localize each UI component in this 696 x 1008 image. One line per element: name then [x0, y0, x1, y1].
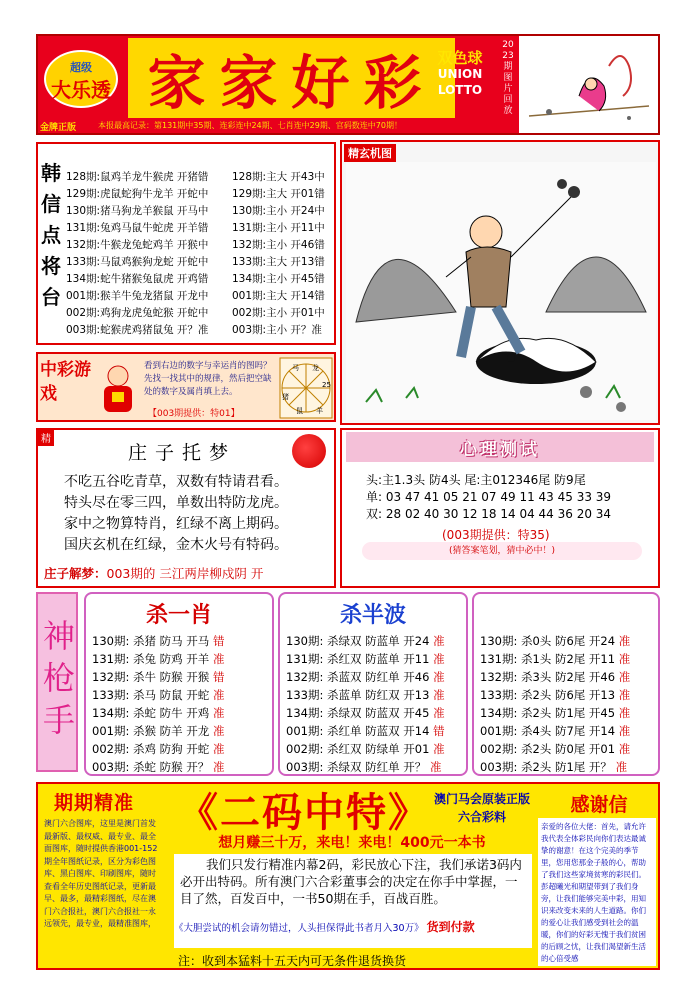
hanxin-row: 001期:猴羊牛兔龙猪鼠 开龙中 [66, 290, 209, 302]
hanxin-row: 002期:鸡狗龙虎兔蛇猴 开蛇中 [66, 307, 209, 319]
row-mark: 准 [433, 634, 445, 648]
super-lotto-logo [44, 50, 118, 108]
original-data-label: 澳门马会原装正版六合彩料 [434, 792, 531, 824]
sharpshooter-text: 神枪手 [38, 619, 76, 745]
prediction-row [92, 740, 224, 758]
row-mark: 准 [618, 706, 631, 720]
bottom-advert-section [36, 782, 660, 970]
prediction-row [286, 632, 445, 650]
row-text: 132期: 杀蓝双 防红单 开46 [286, 670, 430, 684]
row-text: 131期: 杀1头 防2尾 开11 [480, 652, 616, 666]
prediction-row [480, 740, 630, 758]
issue-label: 2023期图片回放 [502, 40, 514, 116]
poem-line: 家中之物算特肖，红绿不离上期码。 [64, 516, 288, 532]
prediction-row [92, 632, 224, 650]
header-banner [36, 34, 660, 135]
row-mark: 准 [433, 742, 445, 756]
prediction-row [286, 686, 445, 704]
hanxin-title: 韩信点将台 [41, 161, 61, 309]
game-section [36, 352, 336, 422]
game-instructions: 看到右边的数字与幸运肖的图吗？先找一找其中的规律，然后把空缺处的数字及属肖填上去。 [144, 361, 272, 397]
gallery-description: 澳门六合图库，这里是澳门首发最新版、最权威、最专业、最全面图库，随时提供香港001-152期全年图纸记录，区分为彩色图库、黑白图库、印刷图库，随时查看全年历史图纸记录，更新最早、最多，最精彩图纸，尽在澳门六合报社，澳门六合报社一永远领先，最专业，最精准图库， [44, 819, 158, 928]
psych-line: 头:主1.3头 防4头 尾:主012346尾 防9尾 [366, 473, 586, 487]
row-mark: 准 [433, 670, 445, 684]
return-policy-note: 注：收到本猛料十五天内可无条件退货换货 [178, 954, 407, 968]
hanxin-size-row: 131期:主小 开11中 [232, 222, 325, 234]
kill-half-wave-column [278, 592, 468, 776]
cartoon-drawing [519, 36, 658, 133]
row-mark: 准 [212, 724, 225, 738]
row-text: 133期: 杀蓝单 防红双 开13 [286, 688, 430, 702]
row-mark: 准 [618, 670, 631, 684]
prediction-row [480, 704, 630, 722]
prediction-row [480, 668, 630, 686]
hanxin-row: 129期:虎鼠蛇狗牛龙羊 开蛇中 [66, 188, 209, 200]
row-text: 001期: 杀4头 防7尾 开14 [480, 724, 616, 738]
wheel-label: 鼠 [296, 407, 303, 415]
row-mark: 错 [212, 670, 225, 684]
row-mark: 准 [618, 742, 631, 756]
row-mark: 准 [433, 706, 445, 720]
prediction-row [480, 686, 630, 704]
zhuangzi-title: 庄子托梦 [128, 442, 237, 464]
psych-test-section [340, 428, 660, 588]
row-mark: 错 [212, 634, 225, 648]
row-mark: 准 [212, 742, 225, 756]
poem-line: 特头尽在零三四，单数出特防龙虎。 [64, 495, 288, 511]
poem-line: 不吃五谷吃青草，双数有特请君看。 [64, 474, 288, 490]
hanxin-size-row: 003期:主小 开？准 [232, 324, 322, 336]
hanxin-size-row: 130期:主小 开24中 [232, 205, 325, 217]
hanxin-row: 132期:牛猴龙兔蛇鸡羊 开猴中 [66, 239, 209, 251]
wheel-label: 龙 [312, 364, 319, 372]
hanxin-size-row: 001期:主大 开14错 [232, 290, 325, 302]
header-notice: 本报最高记录：第131期中35期、连彩连中24期、七肖连中29期、官码数连中70期！ [98, 121, 402, 130]
row-text: 131期: 杀红双 防蓝单 开11 [286, 652, 430, 666]
hanxin-size-row: 132期:主小 开46错 [232, 239, 325, 251]
row-mark: 准 [212, 688, 225, 702]
row-mark: 准 [433, 652, 445, 666]
dream-label: 庄子解梦： [44, 566, 107, 581]
row-text: 130期: 杀猪 防马 开马 [92, 634, 210, 648]
hanxin-size-row: 002期:主小 开01中 [232, 307, 325, 319]
row-mark: 准 [429, 760, 442, 774]
wheel-label: 猪 [282, 393, 289, 401]
hanxin-row: 128期:鼠鸡羊龙牛猴虎 开猪错 [66, 171, 209, 183]
psych-provide: (003期提供：特35) [442, 528, 550, 542]
thank-you-letter [538, 818, 656, 966]
gold-label: 金牌正版 [40, 123, 77, 133]
row-text: 003期: 杀蛇 防猴 开？ [92, 760, 210, 774]
hanxin-row: 133期:马鼠鸡猴狗龙蛇 开蛇中 [66, 256, 209, 268]
wheel-label: 25 [322, 381, 331, 389]
prediction-row [480, 758, 627, 776]
two-code-text: 我们只发行精准内幕2码，彩民放心下注，我们承诺3码内必开出特码。所有澳门六合彩董事会的决定在你手中掌握，一目了然，百发百中，一书50期在手，百战百胜。 [180, 857, 522, 906]
dream-value: 003期的 三江两岸柳戍阴 开 [106, 566, 264, 581]
kill-one-zodiac-column [84, 592, 274, 776]
column-title: 杀半波 [339, 603, 406, 628]
zhuangzi-tag: 精 [38, 430, 54, 446]
row-text: 132期: 杀牛 防猴 开猴 [92, 670, 210, 684]
row-text: 132期: 杀3头 防2尾 开46 [480, 670, 616, 684]
prediction-row [286, 740, 445, 758]
zhuangzi-section [36, 428, 336, 588]
row-text: 002期: 杀红双 防绿单 开01 [286, 742, 430, 756]
two-code-title: 《二码中特》 [178, 789, 430, 836]
puzzle-tag: 精玄机图 [344, 144, 396, 162]
guarantee-strip [174, 918, 532, 935]
row-mark: 准 [618, 688, 631, 702]
row-text: 001期: 杀红单 防蓝双 开14 [286, 724, 430, 738]
row-text: 003期: 杀2头 防1尾 开？ [480, 760, 612, 774]
earn-slogan: 想月赚三十万，来电！来电！400元一本书 [218, 835, 486, 851]
prediction-row [92, 650, 224, 668]
prediction-row [92, 722, 224, 740]
column-title: 杀一肖 [145, 603, 212, 628]
fortune-god-icon [98, 362, 138, 416]
row-text: 002期: 杀2头 防0尾 开01 [480, 742, 616, 756]
row-text: 134期: 杀2头 防1尾 开45 [480, 706, 616, 720]
row-mark: 准 [433, 688, 445, 702]
accuracy-title: 期期精准 [54, 792, 135, 814]
psych-test-title: 心理测试 [460, 439, 540, 460]
row-text: 134期: 杀蛇 防牛 开鸡 [92, 706, 210, 720]
hanxin-size-row: 133期:主大 开13错 [232, 256, 325, 268]
game-provide: 【003期提供：特01】 [148, 409, 240, 419]
guarantee-text: 《大胆尝试的机会请勿错过，人头担保得此书者月入30万》 [174, 923, 424, 934]
hanxin-size-row: 134期:主小 开45错 [232, 273, 325, 285]
thank-you-text: 亲爱的各位大佬：首先，请允许我代表全体彩民向你们表达最诚挚的谢意！在这个完美的季节里，您用您那金子般的心，帮助了我们这些家境贫寒的彩民们。彭超曦光和期望带到了我们身旁，让我们能够完美中彩，用知识来改变未来的人生道路。你们的爱心让我们感受到社会的温暖，你们的好彩无愧于我们贫困的后顾之忧，让我们渴望新生活的心倍受感 [541, 822, 646, 963]
game-tag: 中彩游戏 [40, 360, 91, 404]
sharpshooter-section [36, 592, 660, 776]
psych-hint-bar: (猜答案笔划，猜中必中！) [362, 542, 642, 560]
row-mark: 错 [433, 724, 445, 738]
row-text: 133期: 杀2头 防6尾 开13 [480, 688, 616, 702]
prediction-row [286, 668, 445, 686]
row-mark: 准 [212, 706, 225, 720]
row-text: 133期: 杀马 防鼠 开蛇 [92, 688, 210, 702]
row-text: 131期: 杀兔 防鸡 开羊 [92, 652, 210, 666]
kill-head-column [472, 592, 660, 776]
union-lotto-logo [432, 50, 488, 110]
wheel-label: 羊 [316, 407, 323, 415]
logo-top-text: 超级 [70, 61, 92, 74]
row-text: 001期: 杀猴 防羊 开龙 [92, 724, 210, 738]
hanxin-row: 131期:兔鸡马鼠牛蛇虎 开羊错 [66, 222, 209, 234]
prediction-row [92, 758, 224, 776]
prediction-row [286, 758, 441, 776]
sun-icon [292, 434, 326, 468]
prediction-row [92, 686, 224, 704]
poem-line: 国庆玄机在红绿，金木火号有特码。 [64, 537, 288, 553]
union-logo-bottom: UNION LOTTO [437, 67, 483, 97]
hanxin-row: 134期:蛇牛猪猴兔鼠虎 开鸡错 [66, 273, 209, 285]
thank-you-title: 感谢信 [570, 794, 628, 816]
psych-line: 单: 03 47 41 05 21 07 49 11 43 45 33 39 [366, 490, 612, 504]
row-text: 130期: 杀0头 防6尾 开24 [480, 634, 616, 648]
union-logo-top: 双色球 [437, 49, 483, 67]
row-mark: 准 [618, 724, 631, 738]
hanxin-size-row: 129期:主大 开01错 [232, 188, 325, 200]
hanxin-row: 003期:蛇猴虎鸡猪鼠兔 开？准 [66, 324, 209, 336]
row-text: 003期: 杀绿双 防红单 开？ [286, 760, 427, 774]
sharpshooter-label [36, 592, 78, 772]
hanxin-section [36, 142, 336, 345]
puzzle-drawing [346, 162, 656, 420]
row-mark: 准 [212, 760, 225, 774]
prediction-row [480, 632, 630, 650]
page-title: 家家好彩 [128, 38, 455, 118]
prediction-row [92, 704, 224, 722]
row-mark: 准 [618, 634, 631, 648]
psych-test-header [346, 432, 654, 462]
cartoon-image [519, 36, 658, 133]
prediction-row [286, 722, 445, 740]
logo-main-text: 大乐透 [51, 78, 111, 102]
prediction-row [92, 668, 224, 686]
puzzle-image-section [340, 140, 660, 425]
row-mark: 准 [615, 760, 628, 774]
prediction-row [286, 704, 445, 722]
row-text: 134期: 杀绿双 防蓝双 开45 [286, 706, 430, 720]
row-mark: 准 [212, 652, 225, 666]
prediction-row [286, 650, 445, 668]
prediction-row [480, 722, 630, 740]
row-mark: 准 [618, 652, 631, 666]
hanxin-row: 130期:猪马狗龙羊猴鼠 开马中 [66, 205, 209, 217]
wheel-label: 马 [292, 364, 299, 372]
row-text: 130期: 杀绿双 防蓝单 开24 [286, 634, 430, 648]
dream-interpretation [44, 564, 263, 582]
psych-line: 双: 28 02 40 30 12 18 14 04 44 36 20 34 [366, 507, 612, 521]
row-text: 002期: 杀鸡 防狗 开蛇 [92, 742, 210, 756]
prediction-row [480, 650, 630, 668]
hanxin-size-row: 128期:主大 开43中 [232, 171, 325, 183]
cash-on-delivery-label: 货到付款 [426, 920, 475, 934]
